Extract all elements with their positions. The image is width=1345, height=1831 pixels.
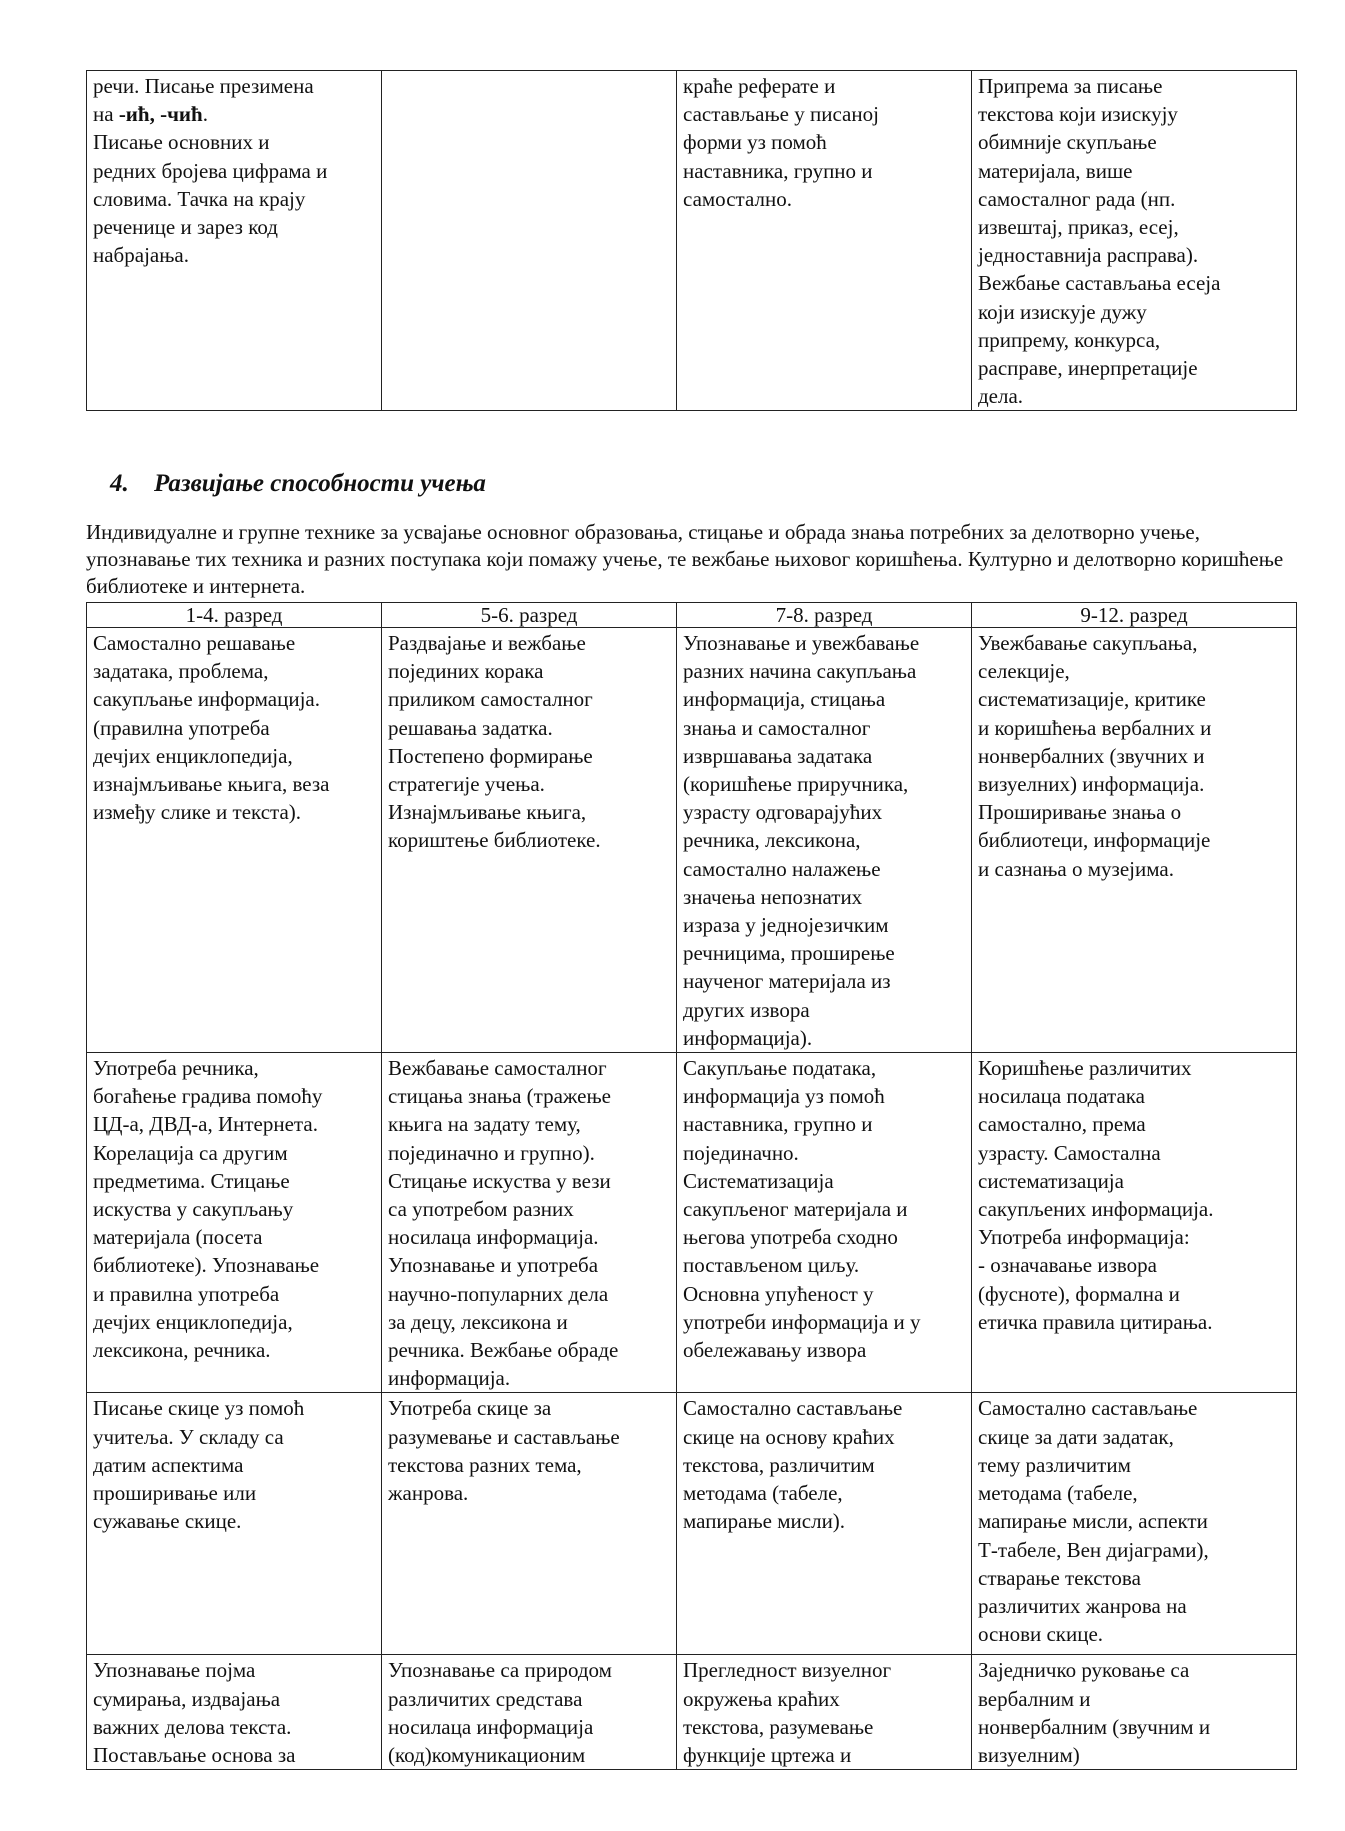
table-row bbox=[87, 1655, 1297, 1770]
section-number: 4. bbox=[110, 470, 129, 497]
table-cell: Писање скице уз помоћ учитеља. У складу са датим аспектима проширивање или сужавање скице. bbox=[87, 1393, 382, 1655]
section-intro: Индивидуалне и групне технике за усвајање основног образовања, стицање и обрада знања потребних за делотворно учење, упознавање тих техника и разних поступака који помажу учење, те вежбање њиховог коришћења. Културно и делотворно коришћење библиотеке и интернета. bbox=[86, 520, 1284, 598]
suffix-text: -ић, -чић bbox=[118, 102, 203, 127]
column-header: 5-6. разред bbox=[382, 603, 677, 628]
column-header: 1-4. разред bbox=[87, 603, 382, 628]
table-cell: Сакупљање података, информација уз помоћ наставника, групно и појединачно. Систематизација сакупљеног материјала и његова употреба сходно постављеном циљу. Основна упућеност у употреби информација и у обележавању извора bbox=[677, 1053, 972, 1393]
table-row bbox=[87, 1053, 1297, 1393]
table-cell: Упознавање са природом различитих средстава носилаца информација (код)комуникационим bbox=[382, 1655, 677, 1770]
table-row bbox=[87, 628, 1297, 1053]
table-cell: Употреба речника, богаћење градива помоћу ЦД-а, ДВД-а, Интернета. Корелација са другим предметима. Стицање искуства у сакупљању материјала (посета библиотеке). Упознавање и правилна употреба дечјих енциклопедија, лексикона, речника. bbox=[87, 1053, 382, 1393]
table-row bbox=[87, 71, 1297, 411]
table-cell: Прегледност визуелног окружења краћих текстова, разумевање функције цртежа и bbox=[677, 1655, 972, 1770]
table-cell-grade-1-4 bbox=[87, 71, 382, 411]
table-cell: Самостално састављање скице на основу краћих текстова, различитим методама (табеле, мапирање мисли). bbox=[677, 1393, 972, 1655]
table-cell: Вежбавање самосталног стицања знања (тражење књига на задату тему, појединачно и групно). Стицање искуства у вези са употребом разних носилаца информација. Упознавање и употреба научно-популарних дела за децу, лексикона и речника. Вежбање обраде информација. bbox=[382, 1053, 677, 1393]
table-cell: Самостално решавање задатака, проблема, сакупљање информација. (правилна употреба дечјих енциклопедија, изнајмљивање књига, веза између слике и текста). bbox=[87, 628, 382, 1053]
table-cell: Увежбавање сакупљања, селекције, систематизације, критике и коришћења вербалних и нонвербалних (звучних и визуелних) информација. Проширивање знања о библиотеци, информације и сазнања о музејима. bbox=[972, 628, 1297, 1053]
table-cell: Коришћење различитих носилаца података самостално, према узрасту. Самостална систематизација сакупљених информација. Употреба информација: - означавање извора (фуснотe), формална и етичка правила цитирања. bbox=[972, 1053, 1297, 1393]
table-cell: Самостално састављање скице за дати задатак, тему различитим методама (табеле, мапирање мисли, аспекти Т-табеле, Вен дијаграми), стварање текстова различитих жанрова на основи скице. bbox=[972, 1393, 1297, 1655]
table-cell-grade-5-6 bbox=[382, 71, 677, 411]
table-cell: Раздвајање и вежбање појединих корака приликом самосталног решавања задатка. Постепено формирање стратегије учења. Изнајмљивање књига, кориштење библиотеке. bbox=[382, 628, 677, 1053]
table-cell-grade-9-12: Припрема за писање текстова који изискују обимније скупљање материјала, више самосталног рада (нп. извештај, приказ, есеј, једноставнија расправа). Вежбање састављања есеја који изискује дужу припрему, конкурса, расправе, инерпретације дела. bbox=[972, 71, 1297, 411]
continued-table bbox=[86, 70, 1297, 411]
column-header: 7-8. разред bbox=[677, 603, 972, 628]
cell-text: речи. Писање презимена на bbox=[93, 74, 314, 127]
section-heading bbox=[110, 468, 486, 500]
table-cell: Упознавање и увежбавање разних начина сакупљања информација, стицања знања и самосталног извршавања задатака (коришћење приручника, узрасту одговарајућих речника, лексикона, самостално налажење значења непознатих израза у једнојезичким речницима, проширење наученог материјала из других извора информација). bbox=[677, 628, 972, 1053]
table-cell-grade-7-8: краће реферате и састављање у писаној форми уз помоћ наставника, групно и самостално. bbox=[677, 71, 972, 411]
column-header: 9-12. разред bbox=[972, 603, 1297, 628]
table-row bbox=[87, 1393, 1297, 1655]
table-cell: Заједничко руковање са вербалним и нонвербалним (звучним и визуелним) bbox=[972, 1655, 1297, 1770]
cell-text: . Писање основних и редних бројева цифрама и словима. Тачка на крају реченице и зарез код набрајања. bbox=[93, 102, 328, 268]
table-header-row bbox=[87, 603, 1297, 628]
section-title: Развијање способности учења bbox=[154, 470, 486, 497]
table-cell: Упознавање појма сумирања, издвајања важних делова текста. Постављање основа за bbox=[87, 1655, 382, 1770]
table-cell: Употреба скице за разумевање и састављање текстова разних тема, жанрова. bbox=[382, 1393, 677, 1655]
learning-skills-table bbox=[86, 602, 1297, 1770]
